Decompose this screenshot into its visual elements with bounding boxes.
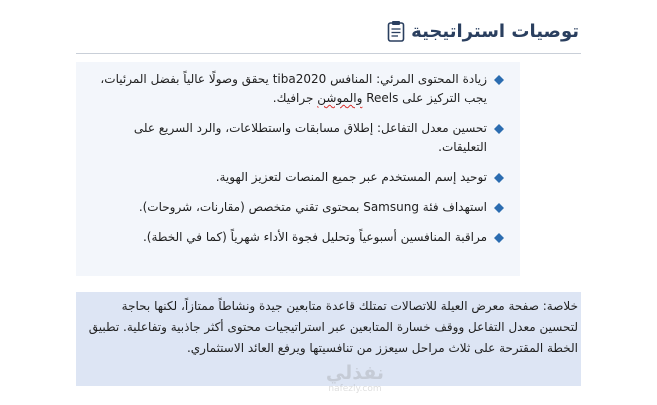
list-item [85, 168, 505, 187]
section-heading [387, 20, 579, 42]
spellcheck-flagged-word: والموشن [317, 91, 363, 105]
blue-diamond-icon [493, 168, 505, 187]
recommendation-text: توحيد إسم المستخدم عبر جميع المنصات لتعزيز الهوية. [215, 170, 487, 184]
clipboard-icon [387, 20, 405, 42]
heading-divider [76, 53, 581, 54]
recommendation-text: زيادة المحتوى المرئي: المنافس tiba2020 يحقق وصولًا عالياً بفضل المرئيات، يجب التركيز على Reels والموشن جرافيك. [100, 72, 487, 105]
watermark-url: nafezly.com [328, 384, 382, 394]
watermark-main: نفذلي [325, 362, 385, 384]
blue-diamond-icon [493, 198, 505, 217]
list-item [85, 119, 505, 157]
summary-text: خلاصة: صفحة معرض العيلة للاتصالات تمتلك قاعدة متابعين جيدة ونشاطاً ممتازاً، لكنها بحاجة لتحسين معدل التفاعل ووقف خسارة المتابعين عبر استراتيجيات محتوى أكثر جاذبية وتفاعلية. تطبيق الخطة المقترحة على ثلاث مراحل سيعزز من تنافسيتها ويرفع العائد الاستثماري. [88, 299, 578, 355]
recommendation-text: تحسين معدل التفاعل: إطلاق مسابقات واستطلاعات، والرد السريع على التعليقات. [133, 121, 487, 154]
list-item [85, 228, 505, 247]
blue-diamond-icon [493, 70, 505, 89]
list-item [85, 198, 505, 217]
recommendations-list [85, 70, 505, 258]
section-title: توصيات استراتيجية [411, 20, 579, 42]
blue-diamond-icon [493, 119, 505, 138]
recommendation-text: مراقبة المنافسين أسبوعياً وتحليل فجوة الأداء شهرياً (كما في الخطة). [142, 230, 487, 244]
watermark-logo [300, 362, 410, 402]
blue-diamond-icon [493, 228, 505, 247]
list-item [85, 70, 505, 108]
recommendation-text: استهداف فئة Samsung بمحتوى تقني متخصص (مقارنات، شروحات). [138, 200, 487, 214]
